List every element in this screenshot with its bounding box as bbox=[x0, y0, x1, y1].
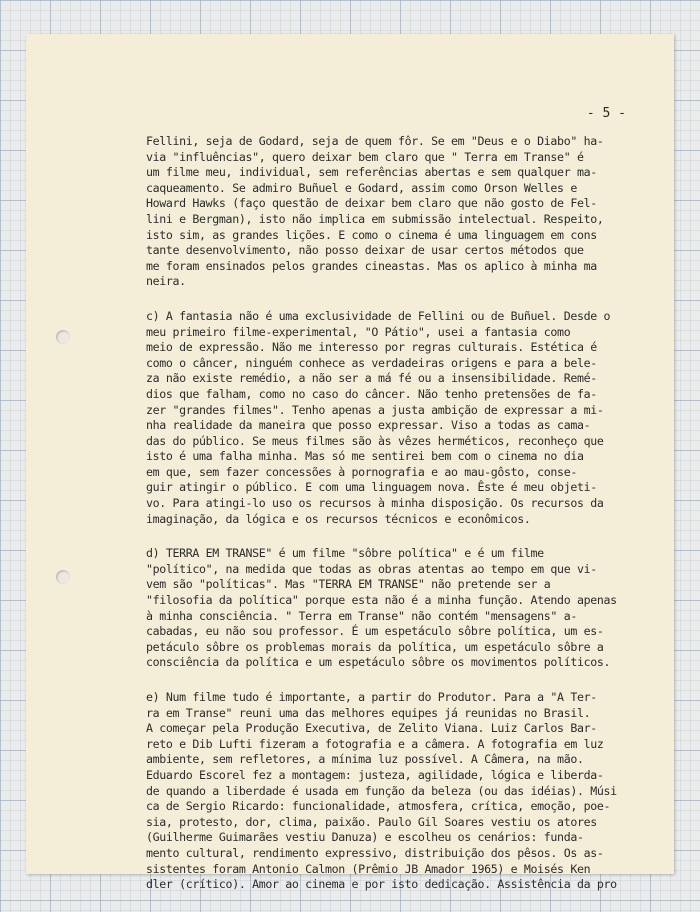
text-line: sia, protesto, dor, clima, paixão. Paulo Gil Soares vestiu os atores bbox=[146, 814, 597, 829]
text-line: lini e Bergman), isto não implica em submissão intelectual. Respeito, bbox=[146, 211, 604, 226]
punch-hole-bottom bbox=[56, 570, 70, 584]
body-text bbox=[146, 134, 636, 912]
text-line: sistentes foram Antonio Calmon (Prêmio JB Amador 1965) e Moisés Ken bbox=[146, 861, 591, 876]
text-line: dios que falham, como no caso do câncer. Não tenho pretensões de fa- bbox=[146, 386, 597, 401]
text-line: e) Num filme tudo é importante, a partir do Produtor. Para a "A Ter- bbox=[146, 690, 597, 704]
text-line: via "influências", quero deixar bem claro que " Terra em Transe" é bbox=[146, 149, 584, 164]
text-line: dler (crítico). Amor ao cinema e por isto dedicação. Assistência da pro bbox=[146, 877, 617, 892]
text-line: em que, sem fazer concessões à pornografia e ao mau-gôsto, conse- bbox=[146, 464, 577, 479]
text-line: meio de expressão. Não me interesso por regras culturais. Estética é bbox=[146, 340, 597, 355]
text-line: um filme meu, individual, sem referências abertas e sem qualquer ma- bbox=[146, 165, 597, 180]
text-line: Fellini, seja de Godard, seja de quem fôr. Se em "Deus e o Diabo" ha- bbox=[146, 134, 604, 148]
text-line: imaginação, da lógica e os recursos técnicos e econômicos. bbox=[146, 511, 531, 526]
text-line: "filosofia da política" porque esta não é a minha função. Atendo apenas bbox=[146, 593, 617, 608]
text-line: c) A fantasia não é uma exclusividade de Fellini ou de Buñuel. Desde o bbox=[146, 308, 611, 323]
paragraph-e bbox=[146, 690, 636, 893]
text-line: ca de Sergio Ricardo: funcionalidade, atmosfera, crítica, emoção, poe- bbox=[146, 799, 611, 814]
text-line: zer "grandes filmes". Tenho apenas a justa ambição de expressar a mi- bbox=[146, 402, 604, 417]
paragraph-intro bbox=[146, 134, 636, 290]
text-line: za não existe remédio, a não ser a má fé ou a insensibilidade. Remé- bbox=[146, 371, 597, 386]
text-line: das do público. Se meus filmes são às vêzes herméticos, reconheço que bbox=[146, 433, 604, 448]
text-line: isto é uma falha minha. Mas só me sentirei bem com o cinema no dia bbox=[146, 449, 584, 464]
text-line: d) TERRA EM TRANSE" é um filme "sôbre política" e é um filme bbox=[146, 546, 544, 561]
text-line: mento cultural, rendimento expressivo, distribuição dos pêsos. Os as- bbox=[146, 845, 604, 860]
paragraph-c bbox=[146, 309, 636, 527]
text-line: me foram ensinados pelos grandes cineastas. Mas os aplico à minha ma bbox=[146, 258, 597, 273]
text-line: A começar pela Produção Executiva, de Zelito Viana. Luiz Carlos Bar- bbox=[146, 721, 597, 736]
text-line: reto e Dib Lufti fizeram a fotografia e a câmera. A fotografia em luz bbox=[146, 736, 604, 751]
text-line: neira. bbox=[146, 274, 186, 289]
text-line: (Guilherme Guimarães vestiu Danuza) e escolheu os cenários: funda- bbox=[146, 830, 584, 845]
text-line: nha realidade da maneira que posso expressar. Viso a todas as cama- bbox=[146, 418, 591, 433]
punch-hole-top bbox=[56, 330, 70, 344]
text-line: ambiente, sem refletores, a mínima luz possível. A Câmera, na mão. bbox=[146, 752, 584, 767]
text-line: caqueamento. Se admiro Buñuel e Godard, assim como Orson Welles e bbox=[146, 180, 577, 195]
text-line: como o câncer, ninguém conhece as verdadeiras origens e para a bele- bbox=[146, 355, 597, 370]
text-line: "político", na medida que todas as obras atentas ao tempo em que vi- bbox=[146, 561, 597, 576]
text-line: isto sim, as grandes lições. E como o cinema é uma linguagem em cons bbox=[146, 227, 597, 242]
text-line: Howard Hawks (faço questão de deixar bem claro que não gosto de Fel- bbox=[146, 196, 597, 211]
text-line: consciência da política e um espetáculo sôbre os movimentos políticos. bbox=[146, 655, 611, 670]
text-line: cabadas, eu não sou professor. É um espetáculo sôbre política, um es- bbox=[146, 624, 604, 639]
text-line: guir atingir o público. E com uma linguagem nova. Êste é meu objeti- bbox=[146, 480, 597, 495]
text-line: tante desenvolvimento, não posso deixar de usar certos métodos que bbox=[146, 243, 584, 258]
text-line: meu primeiro filme-experimental, "O Pátio", usei a fantasia como bbox=[146, 324, 571, 339]
text-line: ra em Transe" reuni uma das melhores equipes já reunidas no Brasil. bbox=[146, 705, 591, 720]
typewritten-page bbox=[26, 34, 674, 892]
text-line: de quando a liberdade é usada em função da beleza (ou das idéias). Músi bbox=[146, 783, 617, 798]
paragraph-d bbox=[146, 546, 636, 671]
text-line: à minha consciência. " Terra em Transe" não contém "mensagens" a- bbox=[146, 608, 577, 623]
text-line: vo. Para atingi-lo uso os recursos à minha disposição. Os recursos da bbox=[146, 496, 604, 511]
page-number: - 5 - bbox=[586, 106, 626, 121]
text-line: Eduardo Escorel fez a montagem: justeza, agilidade, lógica e liberda- bbox=[146, 767, 604, 782]
text-line: petáculo sôbre os problemas morais da política, um espetáculo sôbre a bbox=[146, 639, 604, 654]
text-line: vem são "políticas". Mas "TERRA EM TRANSE" não pretende ser a bbox=[146, 577, 551, 592]
